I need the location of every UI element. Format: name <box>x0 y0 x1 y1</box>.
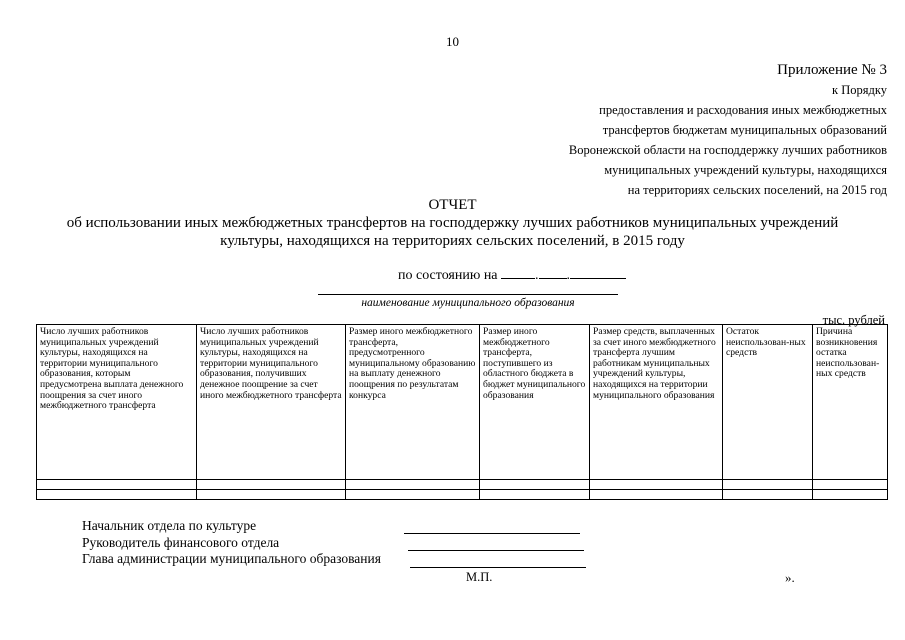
municipality-caption: наименование муниципального образования <box>361 297 575 309</box>
report-subtitle-line1: об использовании иных межбюджетных трансфертов на господдержку лучших работников муниципальных учреждений <box>66 215 839 231</box>
signature-label-finance: Руководитель финансового отдела <box>82 535 280 550</box>
date-separator: . <box>535 268 539 283</box>
appendix-line: трансфертов бюджетам муниципальных образований <box>602 123 887 137</box>
table-row <box>37 480 888 490</box>
appendix-line: на территориях сельских поселений, на 2015 год <box>627 183 887 197</box>
appendix-line: предоставления и расходования иных межбюджетных <box>599 103 887 117</box>
appendix-title: Приложение № 3 <box>777 62 887 78</box>
appendix-line: Воронежской области на господдержку лучших работников <box>568 143 887 157</box>
column-header: Размер иного межбюджетного трансферта, предусмотренного муниципальному образованию на выплату денежного поощрения по результатам конкурса <box>346 325 480 480</box>
municipality-name-blank[interactable] <box>318 294 618 295</box>
column-header: Число лучших работников муниципальных учреждений культуры, находящихся на территории муниципального образования, получивших денежное поощрение за счет иного межбюджетного трансферта <box>197 325 346 480</box>
units-label: тыс. рублей <box>822 313 885 327</box>
table-cell[interactable] <box>723 480 813 490</box>
table-cell[interactable] <box>37 490 197 500</box>
table-cell[interactable] <box>197 480 346 490</box>
appendix-line: к Порядку <box>832 83 887 97</box>
signature-line-culture[interactable] <box>404 533 580 534</box>
table-cell[interactable] <box>813 490 888 500</box>
table-header-row <box>37 325 888 480</box>
table-cell[interactable] <box>197 490 346 500</box>
table-cell[interactable] <box>590 480 723 490</box>
appendix-line: муниципальных учреждений культуры, находящихся <box>604 163 887 177</box>
table-cell[interactable] <box>590 490 723 500</box>
page-number: 10 <box>446 34 459 49</box>
as-of-label: по состоянию на <box>398 268 498 283</box>
table-cell[interactable] <box>480 490 590 500</box>
column-header: Остаток неиспользован-ных средств <box>723 325 813 480</box>
date-separator: . <box>566 268 571 283</box>
table-cell[interactable] <box>480 480 590 490</box>
column-header: Размер средств, выплаченных за счет иного межбюджетного трансферта лучшим работникам муниципальных учреждений культуры, находящихся на территории муниципального образования <box>590 325 723 480</box>
table-cell[interactable] <box>723 490 813 500</box>
report-subtitle-line2: культуры, находящихся на территориях сельских поселений, в 2015 году <box>220 233 685 249</box>
as-of-month-blank[interactable] <box>539 266 567 279</box>
as-of-day-blank[interactable] <box>501 266 535 279</box>
report-title: ОТЧЕТ <box>428 197 477 213</box>
appendix-header <box>569 60 887 200</box>
table-cell[interactable] <box>346 480 480 490</box>
column-header: Число лучших работников муниципальных учреждений культуры, находящихся на территории муниципального образования, которым предусмотрена выплата денежного поощрения за счет иного межбюджетного трансферта <box>37 325 197 480</box>
column-header: Размер иного межбюджетного трансферта, поступившего из областного бюджета в бюджет муниципального образования <box>480 325 590 480</box>
signature-label-head: Глава администрации муниципального образования <box>82 551 381 566</box>
as-of-date-field[interactable] <box>398 266 626 284</box>
column-header: Причина возникновения остатка неиспользован-ных средств <box>813 325 888 480</box>
signature-label-culture: Начальник отдела по культуре <box>82 518 257 533</box>
table-cell[interactable] <box>346 490 480 500</box>
report-table <box>36 324 888 500</box>
stamp-label: М.П. <box>466 570 493 584</box>
table-cell[interactable] <box>813 480 888 490</box>
table-cell[interactable] <box>37 480 197 490</box>
closing-mark: ». <box>785 570 795 585</box>
as-of-year-blank[interactable] <box>570 266 626 279</box>
table-row <box>37 490 888 500</box>
signature-line-finance[interactable] <box>408 550 584 551</box>
signature-line-head[interactable] <box>410 567 586 568</box>
